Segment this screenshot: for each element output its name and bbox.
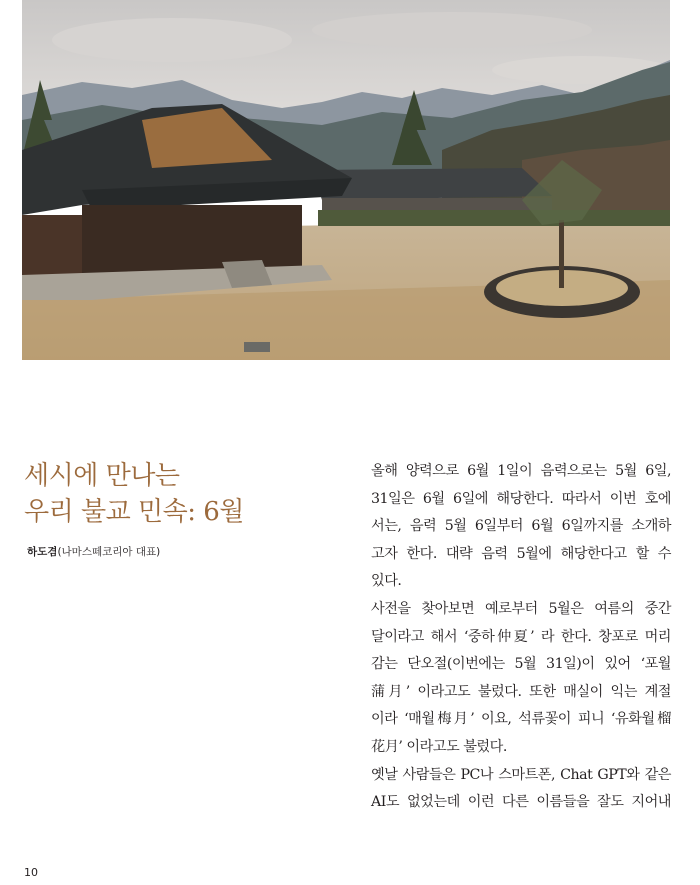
page-number: 10 [24, 866, 38, 879]
body-line: 달이라고 해서 ‘중하仲夏’ 라 한다. 창포로 머리 [371, 628, 671, 645]
body-line: 있다. [371, 573, 402, 590]
body-line: 서는, 음력 5월 6일부터 6월 6일까지를 소개하 [371, 518, 671, 535]
article-title-line-1: 세시에 만나는 [24, 461, 180, 491]
body-line: 감는 단오절(이번에는 5월 31일)이 있어 ‘포월 [371, 656, 671, 673]
author-name: 하도겸 [27, 546, 58, 558]
body-line: 올해 양력으로 6월 1일이 음력으로는 5월 6일, [371, 463, 671, 479]
article-title [24, 458, 334, 530]
temple-courtyard-photo [22, 0, 670, 360]
body-line: 고자 한다. 대략 음력 5월에 해당한다고 할 수 [371, 545, 671, 562]
body-line: AI도 없었는데 이런 다른 이름들을 잘도 지어내 [371, 794, 671, 811]
author-affiliation: (나마스떼코리아 대표) [57, 546, 161, 558]
body-line: 31일은 6월 6일에 해당한다. 따라서 이번 호에 [371, 490, 671, 507]
body-line: 이라 ‘매월梅月’ 이요, 석류꽃이 피니 ‘유화월榴 [371, 711, 671, 728]
body-line: 花月’ 이라고도 불렀다. [371, 738, 507, 755]
body-line: 옛날 사람들은 PC나 스마트폰, Chat GPT와 같은 [371, 766, 671, 783]
body-line: 사전을 찾아보면 예로부터 5월은 여름의 중간 [371, 600, 671, 617]
article-title-line-2: 우리 불교 민속: 6월 [24, 497, 244, 527]
article-body [371, 458, 671, 817]
author-byline [27, 544, 160, 559]
body-line: 蒲月’ 이라고도 불렀다. 또한 매실이 익는 계절 [371, 683, 671, 700]
